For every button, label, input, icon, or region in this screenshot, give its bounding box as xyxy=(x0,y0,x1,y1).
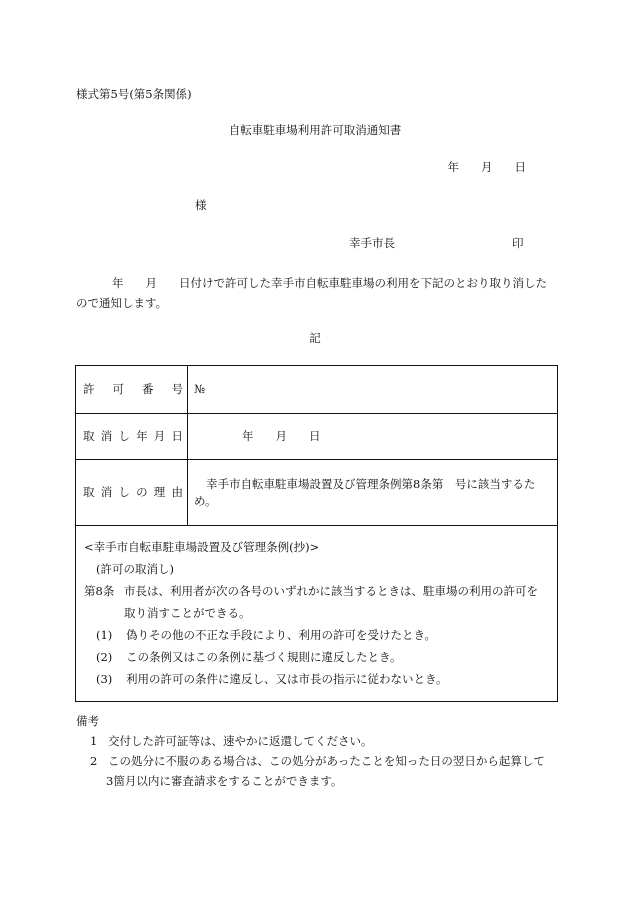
document-title: 自転車駐車場利用許可取消通知書 xyxy=(228,123,402,137)
article-text-2: 取り消すことができる。 xyxy=(124,606,251,620)
article-line xyxy=(84,580,549,602)
ki-heading: 記 xyxy=(309,331,321,345)
remark-continuation: 3箇月以内に審査請求をすることができます。 xyxy=(106,774,343,788)
remark-number: 1 xyxy=(90,734,98,748)
remarks-heading: 備考 xyxy=(76,714,99,728)
article-number: 第8条 xyxy=(84,584,115,598)
remarks-section xyxy=(76,711,558,791)
form-id: 様式第5号(第5条関係) xyxy=(76,87,192,101)
remark-text: 交付した許可証等は、速やかに返還してください。 xyxy=(108,734,373,748)
article-text-1: 市長は、利用者が次の各号のいずれかに該当するときは、駐車場の利用の許可を xyxy=(124,584,538,598)
item-number: (1) xyxy=(96,628,113,642)
body-text: 日付けで許可した幸手市自転車駐車場の利用を下記のとおり取り消したので通知します。 xyxy=(76,276,547,310)
excerpt-item xyxy=(84,646,549,668)
issuer-name: 幸手市長 xyxy=(349,236,395,250)
remark-item xyxy=(76,751,558,771)
excerpt-heading: <幸手市自転車駐車場設置及び管理条例(抄)> xyxy=(84,540,320,554)
revocation-table xyxy=(75,365,558,702)
item-text: 偽りその他の不正な手段により、利用の許可を受けたとき。 xyxy=(126,628,437,642)
remark-text: この処分に不服のある場合は、この処分があったことを知った日の翌日から起算して xyxy=(108,754,545,768)
date-day-label: 日 xyxy=(514,160,526,174)
item-text: この条例又はこの条例に基づく規則に違反したとき。 xyxy=(126,650,402,664)
item-number: (3) xyxy=(96,672,113,686)
addressee-honorific: 様 xyxy=(195,198,207,212)
item-number: (2) xyxy=(96,650,113,664)
revocation-reason-value: 幸手市自転車駐車場設置及び管理条例第8条第 号に該当するため。 xyxy=(194,476,536,508)
table-row-revocation-reason xyxy=(76,460,557,526)
item-text: 利用の許可の条件に違反し、又は市長の指示に従わないとき。 xyxy=(126,672,448,686)
seal-mark: 印 xyxy=(512,236,524,250)
revocation-date-value xyxy=(188,414,557,459)
table-row-revocation-date xyxy=(76,414,557,460)
revocation-day-label: 日 xyxy=(309,428,321,443)
revocation-month-label: 月 xyxy=(275,428,287,443)
table-row-permit-number xyxy=(76,366,557,414)
notice-body xyxy=(76,273,558,313)
body-month-label: 月 xyxy=(145,276,157,290)
permit-number-value: № xyxy=(194,381,205,396)
remark-number: 2 xyxy=(90,754,98,768)
ordinance-excerpt xyxy=(76,526,557,701)
excerpt-item xyxy=(84,624,549,646)
remark-item xyxy=(76,731,558,751)
issue-date-line xyxy=(448,160,527,176)
excerpt-subheading: (許可の取消し) xyxy=(96,562,174,576)
permit-number-label: 許可番号 xyxy=(83,381,183,396)
date-year-label: 年 xyxy=(447,160,459,174)
revocation-year-label: 年 xyxy=(242,428,254,443)
excerpt-item xyxy=(84,668,549,690)
body-year-label: 年 xyxy=(112,276,124,290)
date-month-label: 月 xyxy=(481,160,493,174)
revocation-reason-label: 取消しの理由 xyxy=(83,484,183,499)
revocation-date-label: 取消し年月日 xyxy=(83,428,183,443)
